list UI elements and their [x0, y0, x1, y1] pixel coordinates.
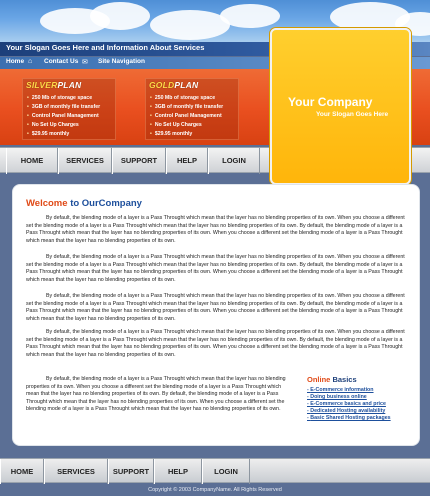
company-slogan: Your Slogan Goes Here: [316, 111, 389, 118]
plan-title: SILVERPLAN: [26, 80, 82, 90]
plan-feature: • Control Panel Management: [27, 113, 99, 119]
nav-home[interactable]: HOME: [6, 148, 58, 174]
plan-feature: • $29.95 monthly: [27, 131, 70, 137]
company-name: Your Company: [288, 95, 373, 109]
plan-feature: • Control Panel Management: [150, 113, 222, 119]
bottom-nav-services[interactable]: SERVICES: [44, 459, 108, 484]
bottom-nav-login[interactable]: LOGIN: [202, 459, 250, 484]
body-paragraph: By default, the blending mode of a layer is a Pass Throught which mean that the layer has no blending properties of its own. When you choose a different set the blending mode of a layer is a Pass Throught which mean that the layer has no blending properties of its own. By default, the blending mode of a layer is a Pass Throught which mean that the layer has no blending properties of its own. When you choose a different set the blending mode of a layer is a Pass Throught which mean that the layer has no blending properties of its own.: [26, 293, 405, 322]
plan-title: GOLDPLAN: [149, 80, 199, 90]
footer-copyright: Copyright © 2003 CompanyName. All Rights Reserved: [0, 484, 430, 496]
bottom-nav: [0, 458, 430, 483]
body-paragraph: By default, the blending mode of a layer is a Pass Throught which mean that the layer has no blending properties of its own. When you choose a different set the blending mode of a layer is a Pass Throught which mean that the layer has no blending properties of its own. By default, the blending mode of a layer is a Pass Throught which mean that the layer has no blending properties of its own. When you choose a different set the blending mode of a layer is a Pass Throught which mean that the layer has no blending properties of its own.: [26, 254, 405, 283]
silver-plan-box: [22, 78, 116, 140]
nav-services[interactable]: SERVICES: [58, 148, 112, 174]
plan-feature: • 3GB of monthly file transfer: [27, 104, 101, 110]
online-basics: [307, 375, 391, 422]
plan-feature: • No Set Up Charges: [150, 122, 202, 128]
main-content: [12, 184, 420, 446]
nav-bar-end: [411, 147, 430, 173]
plan-feature: • 250 Mb of storage space: [27, 95, 93, 101]
bottom-nav-home[interactable]: HOME: [0, 459, 44, 484]
main-nav: [0, 147, 270, 173]
plan-feature: • $29.95 monthly: [150, 131, 193, 137]
plan-feature: • 250 Mb of storage space: [150, 95, 216, 101]
gold-plan-box: [145, 78, 239, 140]
online-basics-title: Online Basics: [307, 375, 357, 384]
bottom-nav-help[interactable]: HELP: [154, 459, 202, 484]
welcome-heading: Welcome to OurCompany: [26, 198, 142, 209]
body-paragraph: By default, the blending mode of a layer is a Pass Throught which mean that the layer has no blending properties of its own. When you choose a different set the blending mode of a layer is a Pass Throught which mean that the layer has no blending properties of its own. By default, the blending mode of a layer is a Pass Throught which mean that the layer has no blending properties of its own. When you choose a different set the blending mode of a layer is a Pass Throught which mean that the layer has no blending properties of its own.: [26, 329, 405, 358]
envelope-icon: ✉: [82, 59, 88, 66]
basics-link[interactable]: - Basic Shared Hosting packages: [307, 415, 391, 421]
basics-link[interactable]: - Doing business online: [307, 394, 367, 400]
company-box: [270, 28, 411, 185]
nav-support[interactable]: SUPPORT: [112, 148, 166, 174]
site-navigation-link[interactable]: Site Navigation: [98, 58, 145, 65]
nav-help[interactable]: HELP: [166, 148, 208, 174]
plan-feature: • 3GB of monthly file transfer: [150, 104, 224, 110]
header-slogan: Your Slogan Goes Here and Information About Services: [6, 43, 205, 52]
basics-link[interactable]: - Dedicated Hosting availability: [307, 408, 386, 414]
home-icon: ⌂: [28, 58, 33, 65]
basics-link[interactable]: - E-Commerce information: [307, 387, 374, 393]
bottom-nav-support[interactable]: SUPPORT: [108, 459, 154, 484]
basics-link[interactable]: - E-Commerce basics and price: [307, 401, 386, 407]
body-paragraph: By default, the blending mode of a layer is a Pass Throught which mean that the layer has no blending properties of its own. When you choose a different set the blending mode of a layer is a Pass Throught which mean that the layer has no blending properties of its own. By default, the blending mode of a layer is a Pass Throught which mean that the layer has no blending properties of its own. When you choose a different set the blending mode of a layer is a Pass Throught which mean that the layer has no blending properties of its own.: [26, 215, 405, 244]
body-paragraph: By default, the blending mode of a layer is a Pass Throught which mean that the layer has no blending properties of its own. When you choose a different set the blending mode of a layer is a Pass Throught which mean that the layer has no blending properties of its own. By default, the blending mode of a layer is a Pass Throught which mean that the layer has no blending properties of its own. When you choose a different set the blending mode of a layer is a Pass Throught which mean that the layer has no blending properties of its own.: [26, 376, 286, 413]
plan-feature: • No Set Up Charges: [27, 122, 79, 128]
home-link[interactable]: Home: [6, 58, 25, 65]
nav-login[interactable]: LOGIN: [208, 148, 260, 174]
contact-link[interactable]: Contact Us: [44, 58, 79, 65]
